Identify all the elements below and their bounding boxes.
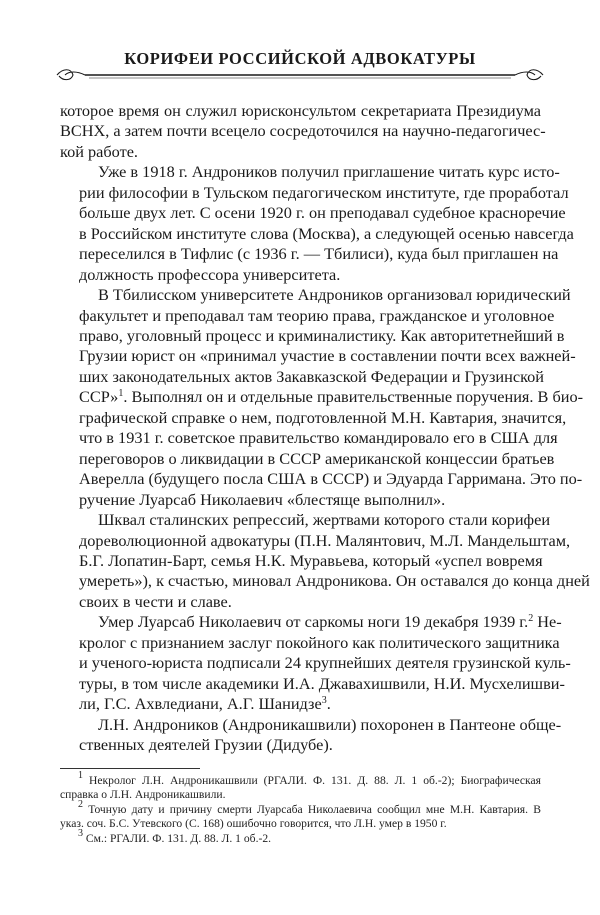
paragraph-4 xyxy=(60,510,590,612)
footnote-ref-3: 3 xyxy=(321,695,327,707)
text-line: кролог с признанием заслуг покойного как политического защитника xyxy=(79,632,560,652)
text-line: в Российском институте слова (Москва), а следующей осенью навсегда xyxy=(79,223,574,243)
text-line: ших законодательных актов Закавказской Федерации и Грузинской xyxy=(79,366,545,386)
footnote-line: справка о Л.Н. Андроникашвили. xyxy=(60,788,226,802)
header-ornament xyxy=(55,68,545,82)
text-line: больше двух лет. С осени 1920 г. он преподавал судебное красноречие xyxy=(79,203,566,223)
footnote-3 xyxy=(60,827,541,846)
text-fragment: Точную дату и причину смерти Луарсаба Николаевича сообщил мне М.Н. Кавтария. В xyxy=(83,802,541,816)
paragraph-5 xyxy=(60,612,571,714)
text-line: ручение Луарсаб Николаевич «блестяще выполнил». xyxy=(79,489,446,509)
footnote-ref-1: 1 xyxy=(118,388,124,400)
footnote-1 xyxy=(60,770,541,803)
text-line: рии философии в Тульском педагогическом институте, где проработал xyxy=(79,182,569,202)
running-header xyxy=(55,49,545,89)
text-line: графической справке о нем, подготовленной М.Н. Кавтария, значится, xyxy=(79,407,567,427)
text-line: туры, в том числе академики И.А. Джавахишвили, Н.И. Мусхелишви- xyxy=(79,673,565,693)
text-line xyxy=(60,387,584,407)
main-text xyxy=(60,101,590,756)
footnote-number: 1 xyxy=(78,770,83,781)
text-line: ВСНХ, а затем почти всецело сосредоточился на научно-педагогичес- xyxy=(60,121,546,141)
paragraph-6 xyxy=(60,714,562,756)
paragraph-1 xyxy=(60,101,546,162)
footnote-2 xyxy=(60,798,541,832)
text-fragment: ли, Г.С. Ахвледиани, А.Г. Шанидзе xyxy=(79,694,322,714)
text-line: Грузии юрист он «принимал участие в составлении почти всех важней- xyxy=(79,346,576,366)
text-fragment: . xyxy=(326,694,331,714)
text-line: и ученого-юриста подписали 24 крупнейших деятеля грузинской куль- xyxy=(79,653,571,673)
footnote-line xyxy=(60,798,541,817)
text-line: ственных деятелей Грузии (Дидубе). xyxy=(79,735,333,755)
text-line: переговоров о ликвидации в СССР американской концессии братьев xyxy=(79,448,555,468)
text-line: должность профессора университета. xyxy=(79,264,341,284)
footnote-ref-2: 2 xyxy=(528,613,534,625)
text-line: дореволюционной адвокатуры (П.Н. Малянтович, М.Л. Мандельштам, xyxy=(79,530,571,550)
footnote-line xyxy=(60,770,541,788)
text-fragment: Умер Луарсаб Николаевич от саркомы ноги 19 декабря 1939 г. xyxy=(98,612,529,632)
text-fragment: ССР» xyxy=(79,387,119,407)
text-line xyxy=(60,694,541,714)
text-line: переселился в Тифлис (с 1936 г. — Тбилиси), куда был приглашен на xyxy=(79,244,559,264)
footnote-divider xyxy=(60,768,200,769)
text-line: Б.Г. Лопатин-Барт, семья Н.К. Муравьева, который «успел вовремя xyxy=(79,550,543,570)
text-line: которое время он служил юрисконсультом секретариата Президиума xyxy=(60,101,541,120)
text-line: своих в чести и славе. xyxy=(79,591,232,611)
text-line: Шквал сталинских репрессий, жертвами которого стали корифеи xyxy=(98,510,551,530)
text-line: умереть»), к счастью, миновал Андроникова. Он оставался до конца дней xyxy=(79,571,590,591)
text-fragment: Не- xyxy=(533,612,562,632)
text-line: Уже в 1918 г. Андроников получил приглашение читать курс исто- xyxy=(98,162,560,182)
text-line: факультет и преподавал там теорию права, гражданское и уголовное xyxy=(79,305,555,325)
text-line: Аверелла (будущего посла США в СССР) и Эдуарда Гарримана. Это по- xyxy=(79,469,583,489)
running-header-title: КОРИФЕИ РОССИЙСКОЙ АДВОКАТУРЫ xyxy=(124,49,476,68)
footnote-number: 2 xyxy=(78,798,83,810)
text-line: В Тбилисском университете Андроников организовал юридический xyxy=(98,285,571,305)
footnote-line xyxy=(60,827,541,846)
text-fragment: . Выполнял он и отдельные правительственные поручения. В био- xyxy=(123,387,584,407)
paragraph-3 xyxy=(60,285,584,510)
footnote-number: 3 xyxy=(78,827,83,839)
text-line: кой работе. xyxy=(60,141,138,161)
text-line xyxy=(60,612,562,632)
text-line: право, уголовный процесс и криминалистику. Как авторитетнейший в xyxy=(79,325,565,345)
text-fragment: Некролог Л.Н. Андроникашвили (РГАЛИ. Ф. 131. Д. 88. Л. 1 об.-2); Биографическая xyxy=(83,774,541,787)
footnotes xyxy=(60,770,541,846)
paragraph-2 xyxy=(60,162,574,285)
text-fragment: См.: РГАЛИ. Ф. 131. Д. 88. Л. 1 об.-2. xyxy=(83,831,272,845)
footnote-line: указ. соч. Б.С. Утевского (С. 168) ошибочно говорится, что Л.Н. умер в 1950 г. xyxy=(60,817,447,831)
text-line: Л.Н. Андроников (Андроникашвили) похоронен в Пантеоне обще- xyxy=(98,714,562,734)
text-line: что в 1931 г. советское правительство командировало его в США для xyxy=(79,428,558,448)
